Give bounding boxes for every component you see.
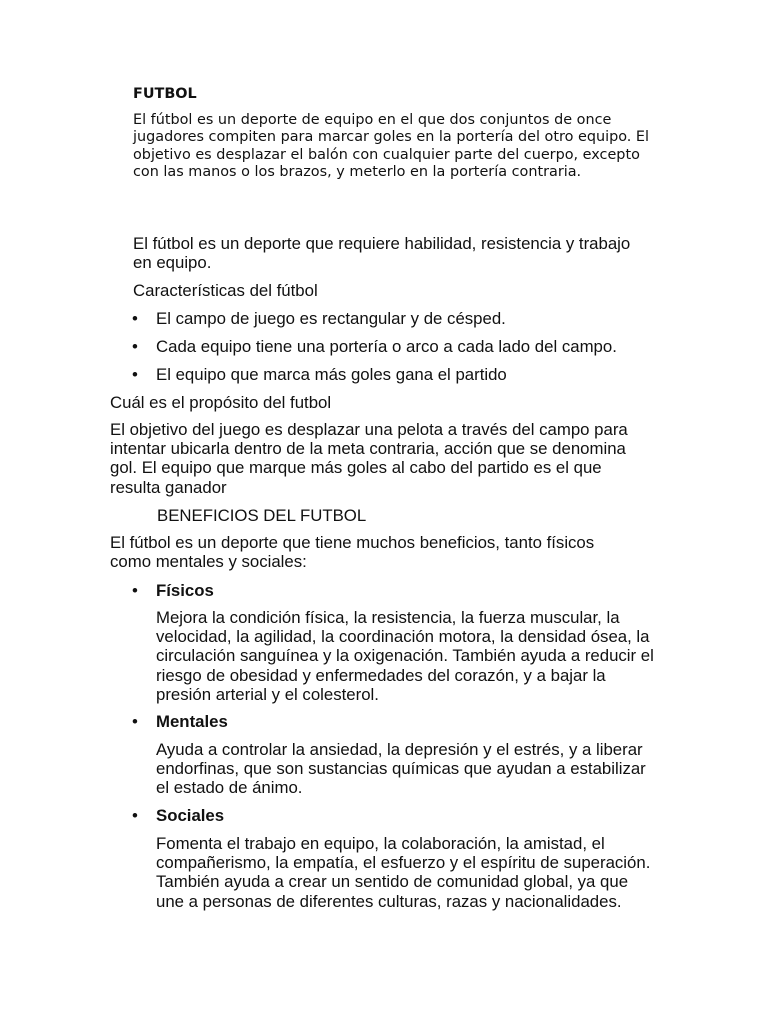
bullet-icon: • <box>132 309 138 328</box>
characteristics-heading: Características del fútbol <box>133 281 318 300</box>
characteristics-item-text: El campo de juego es rectangular y de césped. <box>156 309 506 328</box>
benefit-item-title: Físicos <box>156 581 214 600</box>
bullet-icon: • <box>132 806 138 825</box>
benefit-item-description: Mejora la condición física, la resistencia, la fuerza muscular, la velocidad, la agilidad, la coordinación motora, la densidad ósea, la circulación sanguínea y la oxigenación. También ayuda a reducir el riesgo de obesidad y enfermedades del corazón, y a bajar la presión arterial y el colesterol. <box>156 608 654 704</box>
benefit-item-description: Ayuda a controlar la ansiedad, la depresión y el estrés, y a liberar endorfinas, que son sustancias químicas que ayudan a estabilizar el estado de ánimo. <box>156 740 646 798</box>
skills-paragraph: El fútbol es un deporte que requiere habilidad, resistencia y trabajo en equipo. <box>133 234 631 273</box>
benefit-item-description: Fomenta el trabajo en equipo, la colaboración, la amistad, el compañerismo, la empatía, el esfuerzo y el espíritu de superación. También ayuda a crear un sentido de comunidad global, ya que une a personas de diferentes culturas, razas y nacionalidades. <box>156 834 651 911</box>
purpose-heading: Cuál es el propósito del futbol <box>110 393 332 412</box>
document-title: FUTBOL <box>133 86 197 102</box>
benefit-item-title: Mentales <box>156 712 228 731</box>
purpose-paragraph: El objetivo del juego es desplazar una pelota a través del campo para intentar ubicarla dentro de la meta contraria, acción que se denomina gol. El equipo que marque más goles al cabo del partido es el que resulta ganador <box>110 420 628 497</box>
bullet-icon: • <box>132 581 138 600</box>
benefits-intro: El fútbol es un deporte que tiene muchos beneficios, tanto físicos como mentales y sociales: <box>110 533 595 572</box>
characteristics-item-text: Cada equipo tiene una portería o arco a cada lado del campo. <box>156 337 617 356</box>
benefits-heading: BENEFICIOS DEL FUTBOL <box>157 506 367 525</box>
bullet-icon: • <box>132 365 138 384</box>
bullet-icon: • <box>132 712 138 731</box>
bullet-icon: • <box>132 337 138 356</box>
intro-paragraph: El fútbol es un deporte de equipo en el que dos conjuntos de once jugadores compiten para marcar goles en la portería del otro equipo. El objetivo es desplazar el balón con cualquier parte del cuerpo, excepto con las manos o los brazos, y meterlo en la portería contraria. <box>133 112 649 181</box>
benefit-item-title: Sociales <box>156 806 225 825</box>
characteristics-item-text: El equipo que marca más goles gana el partido <box>156 365 507 384</box>
